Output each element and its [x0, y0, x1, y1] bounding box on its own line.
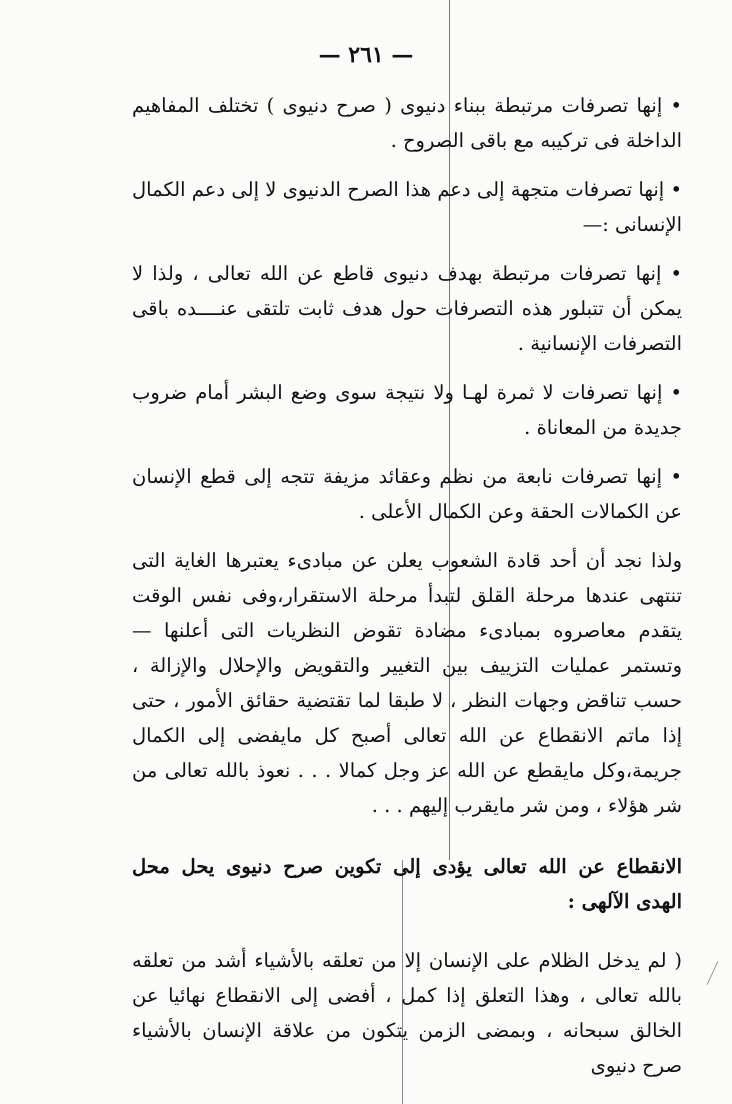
body-paragraph: ولذا نجد أن أحد قادة الشعوب يعلن عن مبادىء يعتبرها الغاية التى تنتهى عندها مرحلة القلق لتبدأ مرحلة الاستقرار،وفى نفس الوقت يتقدم معاصروه بمبادىء مضادة تقوض النظريات التى أعلنها — وتستمر عمليات التزييف بين التغيير والتقويض والإحلال والإزالة ، حسب تناقض وجهات النظر ، لا طبقا لما تقتضية حقائق الأمور ، حتى إذا ماتم الانقطاع عن الله تعالى أصبح كل مايفضى إلى الكمال جريمة،وكل مايقطع عن الله عز وجل كمالا . . . نعوذ بالله تعالى من شر هؤلاء ، ومن شر مايقرب إليهم . . .: [132, 549, 682, 817]
page-number: — ٢٦١ —: [318, 42, 414, 68]
bullet-item: • إنها تصرفات لا ثمرة لهـا ولا نتيجة سوى وضع البشر أمام ضروب جديدة من المعاناة .: [132, 381, 682, 439]
margin-mark: [707, 961, 719, 985]
bullet-item: • إنها تصرفات مرتبطة بهدف دنيوى قاطع عن الله تعالى ، ولذا لا يمكن أن تتبلور هذه التصرفات حول هدف ثابت تلتقى عنــــده باقى التصرفات الإنسانية .: [132, 262, 682, 355]
section-heading: الانقطاع عن الله تعالى يؤدى إلى تكوين صرح دنيوى يحل محل الهدى الآلهى :: [132, 855, 682, 913]
bullet-item: • إنها تصرفات مرتبطة ببناء دنيوى ( صرح دنيوى ) تختلف المفاهيم الداخلة فى تركيبه مع باقى الصروح .: [132, 94, 682, 152]
page-body: [132, 88, 682, 1083]
body-paragraph-final: ( لم يدخل الظلام على الإنسان إلا من تعلقه بالأشياء أشد من تعلقه بالله تعالى ، وهذا التعلق إذا كمل ، أفضى إلى الانقطاع نهائيا عن الخالق سبحانه ، وبمضى الزمن يتكون من علاقة الإنسان بالأشياء صرح دنيوى: [132, 949, 682, 1077]
bullet-item: • إنها تصرفات متجهة إلى دعم هذا الصرح الدنيوى لا إلى دعم الكمال الإنسانى :—: [132, 178, 682, 236]
bullet-item: • إنها تصرفات نابعة من نظم وعقائد مزيفة تتجه إلى قطع الإنسان عن الكمالات الحقة وعن الكمال الأعلى .: [132, 465, 682, 523]
